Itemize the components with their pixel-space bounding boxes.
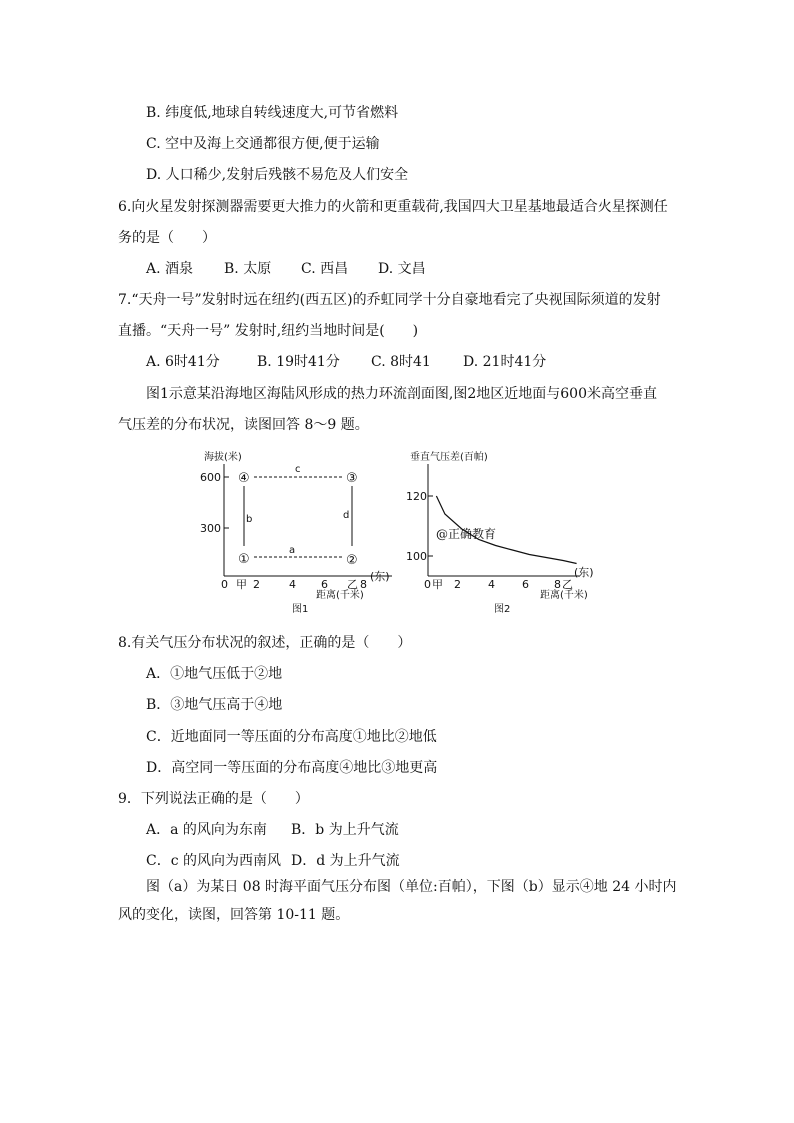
figure-2 xyxy=(404,446,604,620)
fig1-caption: 图1 xyxy=(292,604,309,615)
q8-option-b: B．③地气压高于④地 xyxy=(146,697,283,713)
q7-stem-line1: 7.“天舟一号”发射时远在纽约(西五区)的乔虹同学十分自豪地看完了央视国际须道的发射 xyxy=(118,292,661,308)
q8-option-d: D．高空同一等压面的分布高度④地比③地更高 xyxy=(146,760,438,776)
q8-option-c: C．近地面同一等压面的分布高度①地比②地低 xyxy=(146,729,437,745)
fig1-point-2: ② xyxy=(346,553,358,568)
q6-option-c: C. 西昌 xyxy=(301,261,349,277)
fig2-place-yi: 乙 xyxy=(562,578,573,591)
fig1-point-1: ① xyxy=(238,552,250,567)
q8-option-a: A．①地气压低于②地 xyxy=(146,666,283,682)
figure-1-svg xyxy=(196,446,408,616)
fig1-xtick-8: 8 xyxy=(360,578,367,591)
fig2-xtick-0: 0 xyxy=(424,578,431,591)
intro-10-11-line2: 风的变化，读图，回答第 10-11 题。 xyxy=(118,907,350,923)
q5-option-b: B. 纬度低,地球自转线速度大,可节省燃料 xyxy=(146,105,399,121)
figure-1 xyxy=(196,446,408,620)
q6-option-b: B. 太原 xyxy=(224,261,272,277)
fig1-xtick-4: 4 xyxy=(289,578,296,591)
fig2-xlabel: 距离(千米) xyxy=(540,590,588,601)
fig2-xtick-2: 2 xyxy=(454,578,461,591)
fig2-watermark: @正确教育 xyxy=(436,527,497,541)
figure-2-svg xyxy=(404,446,604,616)
fig1-xtick-6: 6 xyxy=(321,578,328,591)
q5-option-c: C. 空中及海上交通都很方便,便于运输 xyxy=(146,136,380,152)
q6-options xyxy=(146,259,426,279)
q6-stem-line1: 6.向火星发射探测器需要更大推力的火箭和更重载荷,我国四大卫星基地最适合火星探测任 xyxy=(118,199,668,215)
fig2-xtick-4: 4 xyxy=(488,578,495,591)
q6-option-a: A. 酒泉 xyxy=(146,261,194,277)
q7-stem-line2: 直播。“天舟一号” 发射时,纽约当地时间是( ) xyxy=(118,323,419,339)
intro-8-9-line2: 气压差的分布状况，读图回答 8～9 题。 xyxy=(118,417,369,433)
fig1-point-3: ③ xyxy=(346,471,358,486)
fig2-xtick-8: 8 xyxy=(554,578,561,591)
fig2-place-jia: 甲 xyxy=(432,578,443,591)
fig2-east-label: (东) xyxy=(574,566,594,579)
q7-option-b: B. 19时41分 xyxy=(257,354,340,370)
q8-stem: 8.有关气压分布状况的叙述，正确的是（ ） xyxy=(118,635,412,651)
fig1-point-4: ④ xyxy=(238,471,250,486)
q9-option-c: C．c 的风向为西南风 xyxy=(146,853,282,869)
q9-option-a: A．a 的风向为东南 xyxy=(146,822,267,838)
fig1-east-label: (东) xyxy=(370,570,390,583)
intro-10-11-line1: 图（a）为某日 08 时海平面气压分布图（单位:百帕），下图（b）显示④地 24 小时内 xyxy=(146,879,677,895)
fig2-caption: 图2 xyxy=(494,604,511,615)
q9-stem: 9．下列说法正确的是（ ） xyxy=(118,791,309,807)
q7-option-d: D. 21时41分 xyxy=(463,354,547,370)
fig1-arrow-b-label: b xyxy=(246,514,253,525)
fig1-place-jia: 甲 xyxy=(236,578,247,591)
fig1-xtick-0: 0 xyxy=(221,578,228,591)
q9-option-b: B．b 为上升气流 xyxy=(291,822,399,838)
q5-option-d: D. 人口稀少,发射后残骸不易危及人们安全 xyxy=(146,167,409,183)
q6-option-d: D. 文昌 xyxy=(378,261,426,277)
q7-options xyxy=(146,352,546,372)
fig2-xtick-6: 6 xyxy=(522,578,529,591)
fig2-ylabel: 垂直气压差(百帕) xyxy=(410,452,488,463)
q9-option-d: D．d 为上升气流 xyxy=(291,853,400,869)
fig1-arrow-d-label: d xyxy=(343,510,350,521)
fig1-ytick-label-600: 600 xyxy=(200,471,221,484)
fig2-ytick-label-100: 100 xyxy=(406,550,427,563)
q6-stem-line2: 务的是（ ） xyxy=(118,230,216,246)
q7-option-c: C. 8时41 xyxy=(371,354,431,370)
fig1-arrow-c-label: c xyxy=(295,464,301,475)
fig1-ytick-label-300: 300 xyxy=(200,522,221,535)
fig1-xlabel: 距离(千米) xyxy=(316,590,364,601)
intro-8-9-line1: 图1示意某沿海地区海陆风形成的热力环流剖面图,图2地区近地面与600米高空垂直 xyxy=(146,386,657,402)
fig1-xtick-2: 2 xyxy=(253,578,260,591)
q7-option-a: A. 6时41分 xyxy=(146,354,220,370)
fig2-ytick-label-120: 120 xyxy=(406,490,427,503)
fig1-place-yi: 乙 xyxy=(347,578,358,591)
q9-options-row2 xyxy=(146,851,400,871)
fig1-arrow-a-label: a xyxy=(289,545,296,556)
fig1-ylabel: 海拔(米) xyxy=(204,452,242,463)
q9-options-row1 xyxy=(146,820,399,840)
